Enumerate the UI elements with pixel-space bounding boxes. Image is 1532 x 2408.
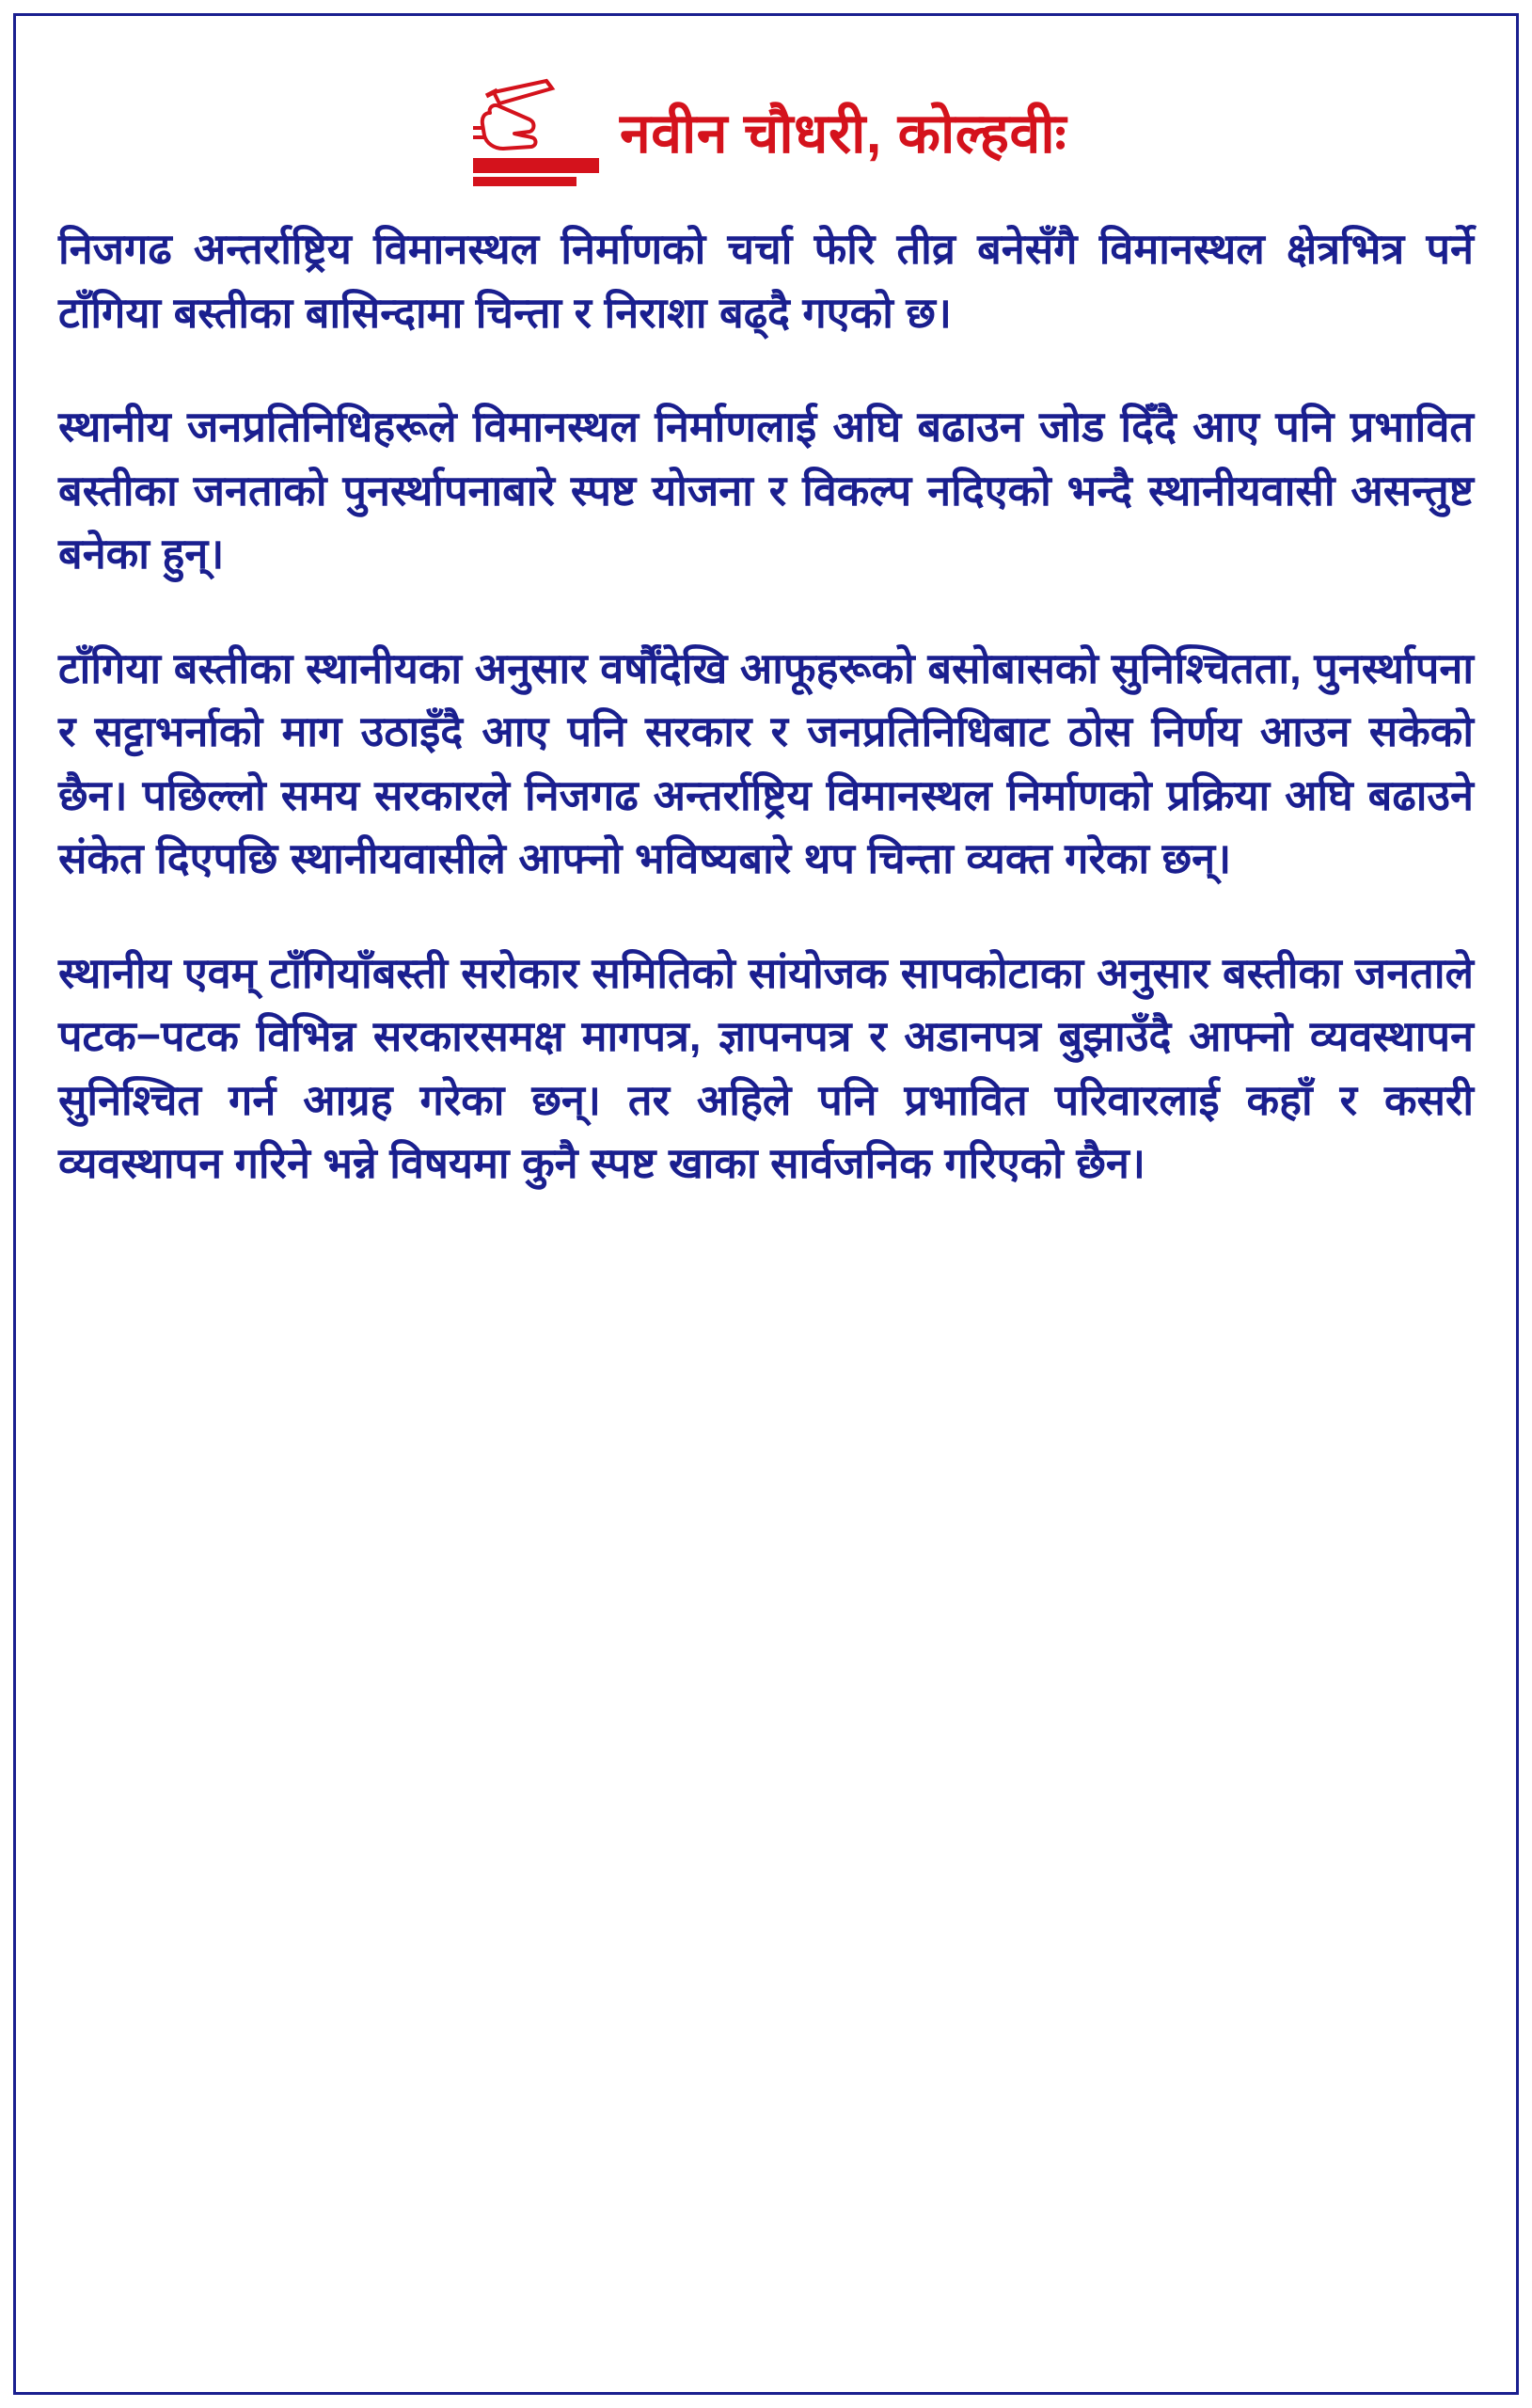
document-content [17, 17, 1515, 2391]
byline [58, 75, 1474, 193]
paragraph: टाँगिया बस्तीका स्थानीयका अनुसार वर्षौंदेखि आफूहरूको बसोबासको सुनिश्चितता, पुनर्स्थापना र सट्टाभर्नाको माग उठाइँदै आए पनि सरकार र जनप्रतिनिधिबाट ठोस निर्णय आउन सकेको छैन। पछिल्लो समय सरकारले निजगढ अन्तर्राष्ट्रिय विमानस्थल निर्माणको प्रक्रिया अघि बढाउने संकेत दिएपछि स्थानीयवासीले आफ्नो भविष्यबारे थप चिन्ता व्यक्त गरेका छन्। [58, 643, 1474, 882]
paragraph: स्थानीय एवम् टाँगियाँबस्ती सरोकार समितिको सांयोजक सापकोटाका अनुसार बस्तीका जनताले पटक−पटक विभिन्न सरकारसमक्ष मागपत्र, ज्ञापनपत्र र अडानपत्र बुझाउँदै आफ्नो व्यवस्थापन सुनिश्चित गर्न आग्रह गरेका छन्। तर अहिले पनि प्रभावित परिवारलाई कहाँ र कसरी व्यवस्थापन गरिने भन्ने विषयमा कुनै स्पष्ट खाका सार्वजनिक गरिएको छैन। [58, 948, 1474, 1187]
byline-author: नवीन चौधरी, कोल्हवीः [619, 103, 1067, 166]
paragraph: निजगढ अन्तर्राष्ट्रिय विमानस्थल निर्माणको चर्चा फेरि तीव्र बनेसँगै विमानस्थल क्षेत्रभित्र पर्ने टाँगिया बस्तीका बासिन्दामा चिन्ता र निराशा बढ्दै गएको छ। [58, 225, 1474, 337]
paragraph: स्थानीय जनप्रतिनिधिहरूले विमानस्थल निर्माणलाई अघि बढाउन जोड दिँदै आए पनि प्रभावित बस्तीका जनताको पुनर्स्थापनाबारे स्पष्ट योजना र विकल्प नदिएको भन्दै स्थानीयवासी असन्तुष्ट बनेका हुन्। [58, 403, 1474, 578]
hand-writing-pen-icon [466, 75, 607, 193]
article-body [58, 217, 1474, 1196]
